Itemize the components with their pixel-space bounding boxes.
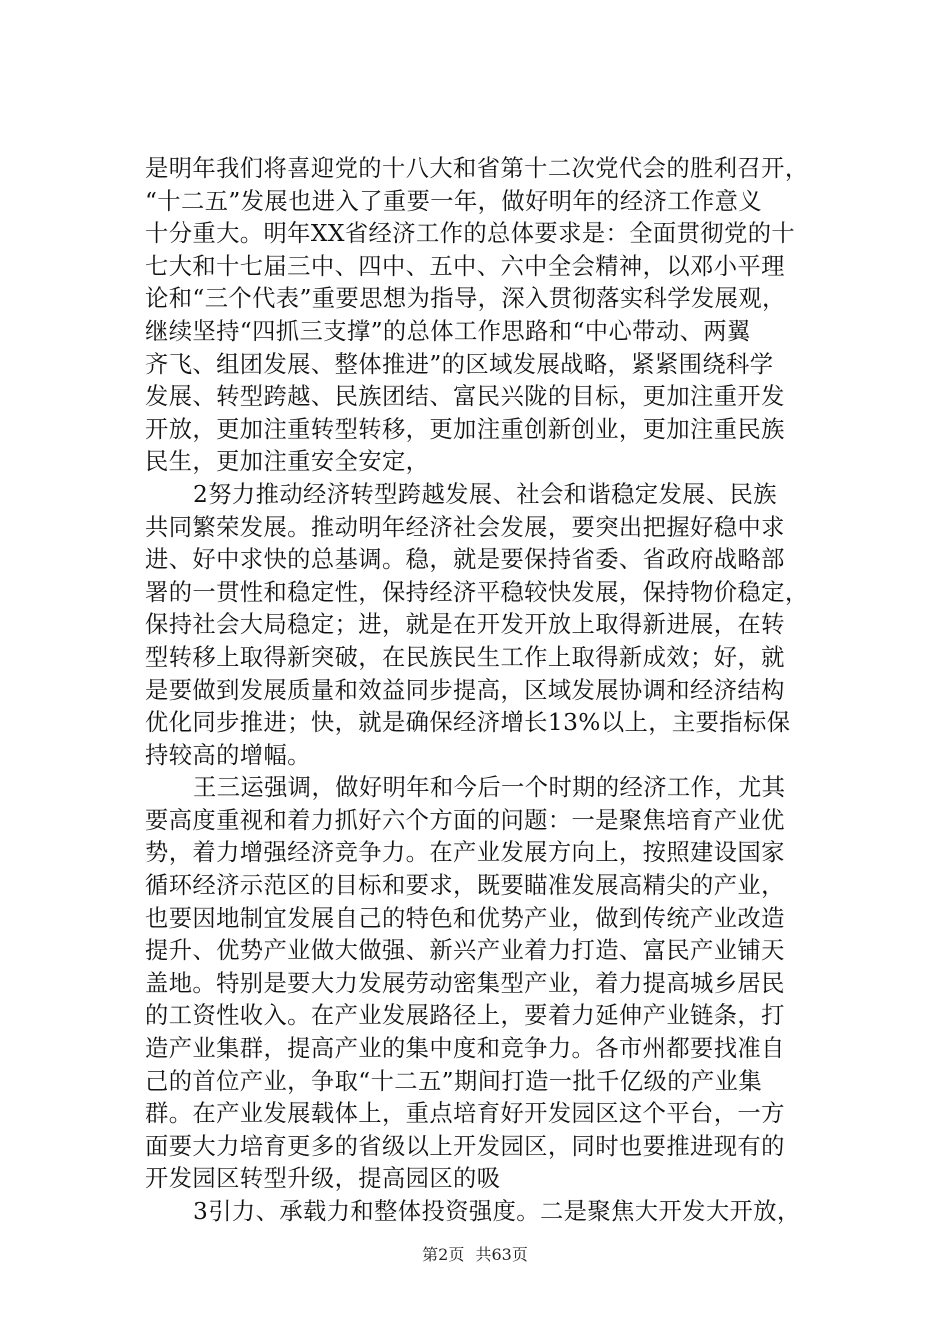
paragraph — [145, 479, 845, 772]
page-footer — [0, 1242, 950, 1265]
text-line: 齐飞、组团发展、整体推进”的区域发展战略，紧紧围绕科学 — [145, 350, 774, 378]
text-line: 继续坚持“四抓三支撑”的总体工作思路和“中心带动、两翼 — [145, 317, 751, 345]
text-line: 七大和十七届三中、四中、五中、六中全会精神，以邓小平理 — [145, 252, 785, 280]
text-line: 提升、优势产业做大做强、新兴产业着力打造、富民产业铺天 — [145, 937, 785, 965]
text-line: 民生，更加注重安全安定， — [145, 448, 430, 476]
text-line: 论和“三个代表”重要思想为指导，深入贯彻落实科学发展观， — [145, 285, 786, 313]
text-line: 署的一贯性和稳定性，保持经济平稳较快发展，保持物价稳定， — [145, 578, 809, 606]
text-line: “十二五”发展也进入了重要一年，做好明年的经济工作意义 — [145, 187, 763, 215]
text-line: 是明年我们将喜迎党的十八大和省第十二次党代会的胜利召开， — [145, 155, 809, 182]
text-line: 2努力推动经济转型跨越发展、社会和谐稳定发展、民族 — [193, 480, 777, 508]
text-line: 群。在产业发展载体上，重点培育好开发园区这个平台，一方 — [145, 1100, 785, 1128]
text-line: 也要因地制宜发展自己的特色和优势产业，做到传统产业改造 — [145, 904, 785, 932]
text-line: 要高度重视和着力抓好六个方面的问题：一是聚焦培育产业优 — [145, 806, 785, 834]
text-line: 十分重大。明年XX省经济工作的总体要求是：全面贯彻党的十 — [145, 220, 796, 248]
text-line: 盖地。特别是要大力发展劳动密集型产业，着力提高城乡居民 — [145, 969, 785, 997]
text-line: 循环经济示范区的目标和要求，既要瞄准发展高精尖的产业， — [145, 872, 785, 900]
paragraph — [145, 772, 845, 1196]
body-text — [145, 153, 845, 1229]
text-line: 3引力、承载力和整体投资强度。二是聚焦大开发大开放， — [193, 1198, 801, 1225]
text-line: 开放，更加注重转型转移，更加注重创新创业，更加注重民族 — [145, 415, 785, 443]
text-line: 发展、转型跨越、民族团结、富民兴陇的目标，更加注重开发 — [145, 383, 785, 411]
text-line: 型转移上取得新突破，在民族民生工作上取得新成效；好，就 — [145, 643, 785, 671]
text-line: 是要做到发展质量和效益同步提高，区域发展协调和经济结构 — [145, 676, 785, 704]
text-line: 势，着力增强经济竞争力。在产业发展方向上，按照建设国家 — [145, 839, 785, 867]
page-total: 共63页 — [475, 1245, 528, 1264]
text-line: 持较高的增幅。 — [145, 741, 311, 769]
paragraph — [145, 153, 845, 479]
text-line: 面要大力培育更多的省级以上开发园区，同时也要推进现有的 — [145, 1132, 785, 1160]
text-line: 造产业集群，提高产业的集中度和竞争力。各市州都要找准自 — [145, 1035, 785, 1063]
text-line: 开发园区转型升级，提高园区的吸 — [145, 1165, 501, 1193]
text-line: 进、好中求快的总基调。稳，就是要保持省委、省政府战略部 — [145, 546, 785, 574]
paragraph — [145, 1196, 845, 1229]
text-line: 己的首位产业，争取“十二五”期间打造一批千亿级的产业集 — [145, 1067, 763, 1095]
text-line: 优化同步推进；快，就是确保经济增长13%以上，主要指标保 — [145, 709, 791, 737]
page-number: 第2页 — [422, 1245, 465, 1264]
text-line: 王三运强调，做好明年和今后一个时期的经济工作，尤其 — [193, 774, 786, 802]
text-line: 共同繁荣发展。推动明年经济社会发展，要突出把握好稳中求 — [145, 513, 785, 541]
text-line: 的工资性收入。在产业发展路径上，要着力延伸产业链条，打 — [145, 1002, 785, 1030]
text-line: 保持社会大局稳定；进，就是在开发开放上取得新进展，在转 — [145, 611, 785, 639]
